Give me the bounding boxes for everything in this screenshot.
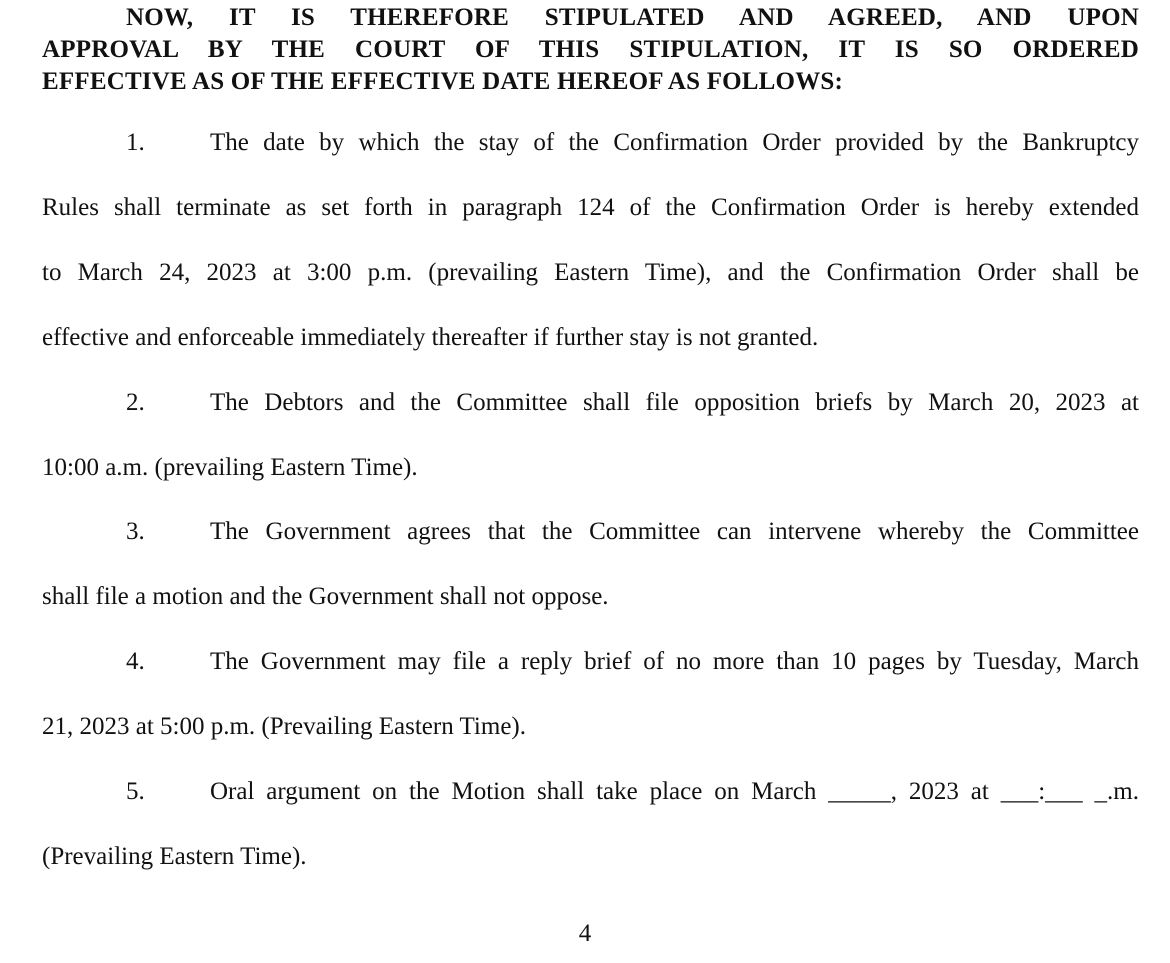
paragraph-5-number: 5.	[126, 778, 145, 805]
page-number: 4	[578, 920, 592, 947]
paragraph-3-line-2: shall file a motion and the Government shall not oppose.	[42, 583, 609, 610]
paragraph-1-line-2: Rules shall terminate as set forth in paragraph 124 of the Confirmation Order is hereby extended	[42, 194, 1139, 221]
paragraph-3-line-1: The Government agrees that the Committee can intervene whereby the Committee	[210, 518, 1139, 545]
paragraph-4-line-2: 21, 2023 at 5:00 p.m. (Prevailing Eastern Time).	[42, 713, 526, 740]
heading-line-3: EFFECTIVE AS OF THE EFFECTIVE DATE HEREOF AS FOLLOWS:	[42, 68, 844, 95]
paragraph-4-first-line	[126, 647, 1139, 677]
paragraph-4-line-1: The Government may file a reply brief of no more than 10 pages by Tuesday, March	[210, 648, 1139, 675]
paragraph-2-first-line	[126, 388, 1139, 418]
heading-line-1: NOW, IT IS THEREFORE STIPULATED AND AGREED, AND UPON	[126, 4, 1139, 31]
paragraph-1-first-line	[126, 128, 1139, 158]
paragraph-5-line-1: Oral argument on the Motion shall take place on March _____, 2023 at ___:___ _.m.	[210, 778, 1139, 805]
paragraph-5-line-2: (Prevailing Eastern Time).	[42, 843, 307, 870]
heading-line-2: APPROVAL BY THE COURT OF THIS STIPULATION, IT IS SO ORDERED	[42, 36, 1139, 63]
paragraph-1-line-1: The date by which the stay of the Confirmation Order provided by the Bankruptcy	[210, 129, 1139, 156]
paragraph-2-number: 2.	[126, 389, 145, 416]
paragraph-1-line-3: to March 24, 2023 at 3:00 p.m. (prevailing Eastern Time), and the Confirmation Order shall be	[42, 259, 1139, 286]
paragraph-2-line-2: 10:00 a.m. (prevailing Eastern Time).	[42, 454, 418, 481]
paragraph-2-line-1: The Debtors and the Committee shall file opposition briefs by March 20, 2023 at	[210, 389, 1139, 416]
paragraph-1-line-4: effective and enforceable immediately thereafter if further stay is not granted.	[42, 324, 819, 351]
paragraph-3-number: 3.	[126, 518, 145, 545]
paragraph-5-first-line	[126, 777, 1139, 807]
paragraph-1-number: 1.	[126, 129, 145, 156]
paragraph-4-number: 4.	[126, 648, 145, 675]
paragraph-3-first-line	[126, 517, 1139, 547]
